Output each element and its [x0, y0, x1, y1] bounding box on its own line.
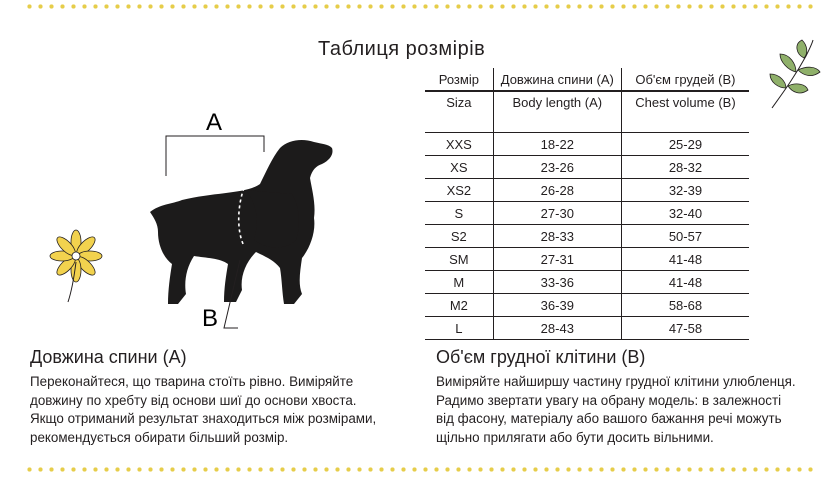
- back-length-line: Якщо отриманий результат знаходиться між розмірами,: [30, 411, 377, 426]
- chest-line: Радимо звертати увагу на обрану модель: в залежності: [436, 392, 782, 408]
- header-back-length-en: Body length (A): [493, 91, 621, 125]
- chest-line: щільно прилягати або бути досить вільними.: [436, 429, 714, 445]
- size-cell: M2: [425, 294, 493, 317]
- chest-cell: 41-48: [621, 248, 749, 271]
- table-row: [425, 271, 749, 294]
- chest-cell: 25-29: [621, 133, 749, 156]
- chest-title: Об'єм грудної клітини (В): [436, 347, 646, 367]
- table-row: [425, 294, 749, 317]
- size-cell: SM: [425, 248, 493, 271]
- dog-measurement-figure: [136, 100, 356, 340]
- back-length-line: довжину по хребту від основи шиї до основи хвоста.: [30, 392, 357, 408]
- leaf-sprig-icon: [766, 38, 822, 110]
- label-b: B: [201, 305, 219, 332]
- table-spacer-row: [425, 125, 749, 133]
- size-cell: S: [425, 202, 493, 225]
- chest-line: від фасону, матеріалу або вашого бажання речі можуть: [436, 411, 782, 426]
- chest-cell: 47-58: [621, 317, 749, 340]
- size-cell: S2: [425, 225, 493, 248]
- header-chest-ua: Об'єм грудей (В): [621, 68, 749, 91]
- chest-cell: 50-57: [621, 225, 749, 248]
- header-size-ua: Розмір: [425, 68, 493, 91]
- table-row: [425, 225, 749, 248]
- back-length-cell: 28-43: [493, 317, 621, 340]
- size-cell: M: [425, 271, 493, 294]
- back-length-line: рекомендується обирати більший розмір.: [30, 429, 289, 445]
- back-length-line: Переконайтеся, що тварина стоїть рівно. Виміряйте: [30, 374, 354, 389]
- table-header-ua: [425, 68, 749, 91]
- size-table: [425, 68, 749, 340]
- header-chest-en: Chest volume (B): [635, 95, 736, 110]
- size-cell: L: [425, 317, 493, 340]
- bottom-dotted-border: [24, 467, 816, 472]
- table-row: [425, 248, 749, 271]
- flower-icon: [48, 228, 104, 304]
- table-row: [425, 179, 749, 202]
- chest-cell: 41-48: [621, 271, 749, 294]
- table-row: [425, 133, 749, 156]
- label-a: A: [205, 109, 223, 136]
- back-length-cell: 33-36: [493, 271, 621, 294]
- chest-line: Виміряйте найширшу частину грудної клітини улюбленця.: [436, 374, 796, 389]
- back-length-cell: 23-26: [493, 156, 621, 179]
- chest-description: [436, 373, 826, 447]
- chest-cell: 28-32: [621, 156, 749, 179]
- back-length-cell: 27-31: [493, 248, 621, 271]
- table-row: [425, 156, 749, 179]
- size-cell: XS: [425, 156, 493, 179]
- dog-silhouette-icon: [150, 140, 333, 304]
- chest-cell: 32-40: [621, 202, 749, 225]
- back-length-description: [30, 373, 415, 447]
- back-length-title: Довжина спини (А): [30, 347, 187, 367]
- back-length-cell: 26-28: [493, 179, 621, 202]
- header-size-en: Siza: [425, 91, 493, 125]
- back-length-cell: 28-33: [493, 225, 621, 248]
- back-length-cell: 27-30: [493, 202, 621, 225]
- back-length-cell: 36-39: [493, 294, 621, 317]
- size-cell: XXS: [425, 133, 493, 156]
- top-dotted-border: [24, 4, 816, 9]
- table-header-en: [425, 91, 749, 125]
- table-row: [425, 317, 749, 340]
- header-back-length-ua: Довжина спини (А): [493, 68, 621, 91]
- table-row: [425, 202, 749, 225]
- size-cell: XS2: [425, 179, 493, 202]
- back-length-cell: 18-22: [493, 133, 621, 156]
- page-title: Таблиця розмірів: [318, 38, 486, 60]
- chest-cell: 32-39: [621, 179, 749, 202]
- chest-cell: 58-68: [621, 294, 749, 317]
